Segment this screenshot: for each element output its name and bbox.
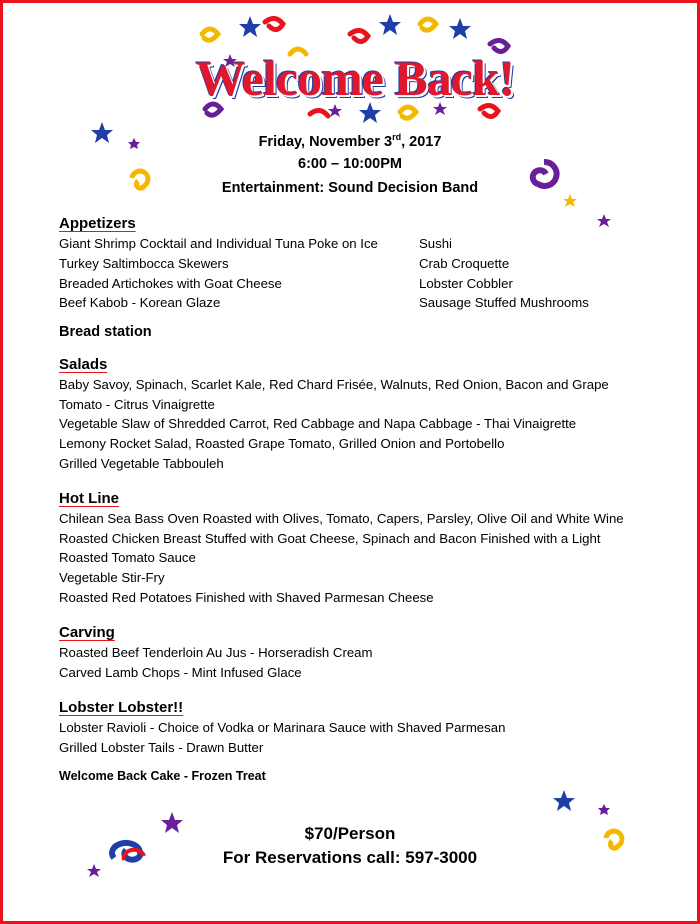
price: $70/Person bbox=[304, 824, 396, 843]
menu-item: Tomato - Citrus Vinaigrette bbox=[59, 397, 215, 412]
confetti-left-icon bbox=[88, 120, 158, 200]
carving-heading: Carving bbox=[59, 624, 115, 641]
dessert-line: Welcome Back Cake - Frozen Treat bbox=[59, 769, 266, 783]
menu-item: Chilean Sea Bass Oven Roasted with Olives, Tomato, Capers, Parsley, Olive Oil and White Wine bbox=[59, 511, 624, 526]
menu-item: Lobster Ravioli - Choice of Vodka or Marinara Sauce with Shaved Parmesan bbox=[59, 720, 506, 735]
menu-item: Baby Savoy, Spinach, Scarlet Kale, Red Chard Frisée, Walnuts, Red Onion, Bacon and Grape bbox=[59, 377, 609, 392]
menu-item: Lemony Rocket Salad, Roasted Grape Tomato, Grilled Onion and Portobello bbox=[59, 436, 505, 451]
menu-item: Lobster Cobbler bbox=[419, 276, 513, 291]
menu-item: Carved Lamb Chops - Mint Infused Glace bbox=[59, 665, 302, 680]
lobster-heading: Lobster Lobster!! bbox=[59, 699, 184, 716]
menu-item: Vegetable Stir-Fry bbox=[59, 570, 165, 585]
salads-heading: Salads bbox=[59, 356, 108, 373]
event-entertainment: Entertainment: Sound Decision Band bbox=[221, 180, 479, 196]
menu-item: Grilled Lobster Tails - Drawn Butter bbox=[59, 740, 264, 755]
menu-item: Vegetable Slaw of Shredded Carrot, Red Cabbage and Napa Cabbage - Thai Vinaigrette bbox=[59, 416, 577, 431]
menu-item: Roasted Red Potatoes Finished with Shaved Parmesan Cheese bbox=[59, 590, 434, 605]
menu-item: Roasted Beef Tenderloin Au Jus - Horseradish Cream bbox=[59, 645, 373, 660]
reservations-line: For Reservations call: 597-3000 bbox=[222, 848, 478, 867]
menu-item: Sushi bbox=[419, 236, 452, 251]
menu-item: Roasted Chicken Breast Stuffed with Goat Cheese, Spinach and Bacon Finished with a Light bbox=[59, 531, 601, 546]
menu-item: Giant Shrimp Cocktail and Individual Tuna Poke on Ice bbox=[59, 236, 378, 251]
menu-item: Breaded Artichokes with Goat Cheese bbox=[59, 276, 282, 291]
menu-item: Turkey Saltimbocca Skewers bbox=[59, 256, 229, 271]
appetizers-heading: Appetizers bbox=[59, 215, 136, 232]
event-date: Friday, November 3rd, 2017 bbox=[258, 132, 442, 150]
menu-item: Roasted Tomato Sauce bbox=[59, 550, 196, 565]
event-time: 6:00 – 10:00PM bbox=[298, 156, 402, 172]
menu-item: Crab Croquette bbox=[419, 256, 510, 271]
welcome-title: Welcome Back! bbox=[195, 50, 515, 106]
menu-item: Sausage Stuffed Mushrooms bbox=[419, 295, 589, 310]
bread-station-heading: Bread station bbox=[59, 324, 152, 340]
welcome-banner bbox=[190, 14, 520, 126]
confetti-bottom-right-icon bbox=[548, 786, 638, 876]
menu-item: Grilled Vegetable Tabbouleh bbox=[59, 456, 224, 471]
menu-item: Beef Kabob - Korean Glaze bbox=[59, 295, 221, 310]
hot-line-heading: Hot Line bbox=[59, 490, 119, 507]
